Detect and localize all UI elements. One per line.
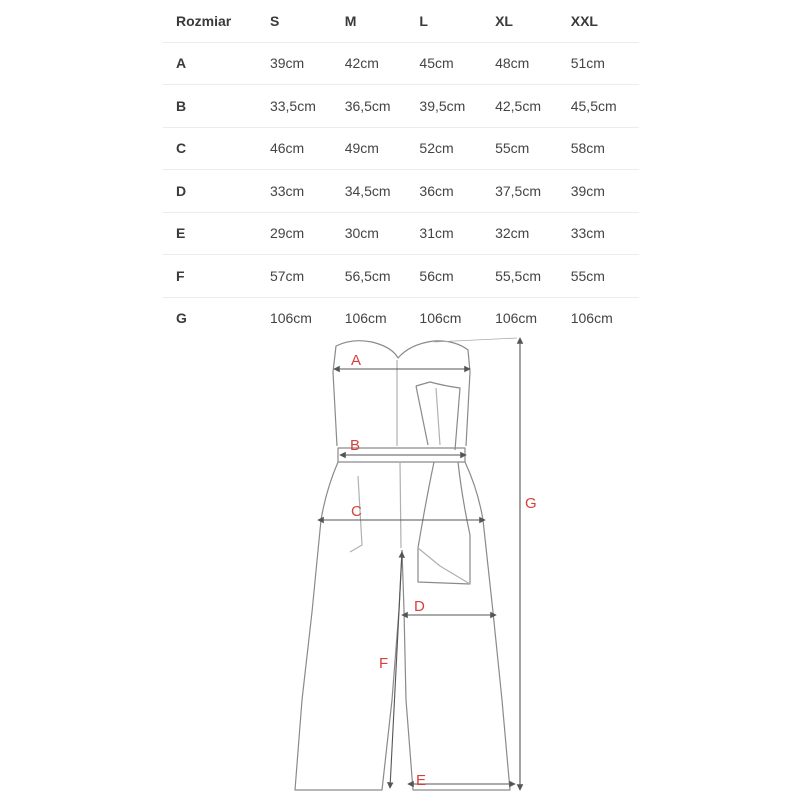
header-size-m: M	[345, 0, 420, 42]
header-size-xl: XL	[495, 0, 571, 42]
table-cell: 52cm	[419, 127, 495, 170]
row-label: A	[163, 42, 270, 85]
table-row	[163, 170, 639, 213]
table-cell: 106cm	[570, 310, 613, 327]
table-cell: 106cm	[419, 310, 462, 327]
table-cell: 33cm	[571, 212, 639, 255]
table-row	[163, 42, 639, 85]
label-a: A	[351, 352, 362, 369]
row-label: F	[163, 255, 270, 298]
table-cell: 51cm	[571, 42, 639, 85]
measurement-lines	[318, 338, 520, 790]
table-cell: 55cm	[571, 255, 639, 298]
table-cell: 57cm	[270, 255, 345, 298]
table-row	[163, 212, 639, 255]
table-cell: 55cm	[495, 127, 571, 170]
table-row	[163, 255, 639, 298]
table-cell: 31cm	[419, 212, 495, 255]
table-cell: 34,5cm	[345, 170, 420, 213]
table-cell: 46cm	[270, 127, 345, 170]
table-header-row	[163, 0, 639, 42]
row-label: D	[163, 170, 270, 213]
header-size-label: Rozmiar	[163, 0, 270, 42]
table-cell: 39,5cm	[419, 85, 495, 128]
measure-line-f	[390, 552, 402, 788]
table-cell: 36,5cm	[345, 85, 420, 128]
size-chart-table	[163, 0, 639, 339]
header-size-s: S	[270, 0, 345, 42]
table-cell: 42cm	[345, 42, 420, 85]
row-label: E	[163, 212, 270, 255]
table-cell: 56,5cm	[345, 255, 420, 298]
table-cell: 45cm	[419, 42, 495, 85]
label-b: B	[350, 437, 361, 454]
table-cell: 36cm	[419, 170, 495, 213]
table-cell: 39cm	[571, 170, 639, 213]
row-label: B	[163, 85, 270, 128]
jumpsuit-outline	[295, 341, 510, 790]
jumpsuit-measurement-diagram	[0, 330, 800, 800]
table-cell: 48cm	[495, 42, 571, 85]
table-cell: 106cm	[495, 310, 538, 327]
table-cell: 37,5cm	[495, 170, 571, 213]
label-g: G	[525, 495, 537, 512]
table-cell: 33cm	[270, 170, 345, 213]
row-label: G	[176, 310, 187, 327]
table-cell: 58cm	[571, 127, 639, 170]
table-cell: 56cm	[419, 255, 495, 298]
table-cell: 39cm	[270, 42, 345, 85]
header-size-xxl: XXL	[571, 0, 639, 42]
measurement-labels	[350, 352, 537, 789]
label-e: E	[416, 772, 427, 789]
label-f: F	[379, 655, 389, 672]
table-cell: 42,5cm	[495, 85, 571, 128]
row-label: C	[163, 127, 270, 170]
table-row	[163, 85, 639, 128]
header-size-l: L	[419, 0, 495, 42]
table-cell: 33,5cm	[270, 85, 345, 128]
table-cell: 29cm	[270, 212, 345, 255]
table-cell: 106cm	[269, 310, 312, 327]
table-cell: 49cm	[345, 127, 420, 170]
table-cell: 55,5cm	[495, 255, 571, 298]
table-cell: 32cm	[495, 212, 571, 255]
table-cell: 45,5cm	[571, 85, 639, 128]
label-c: C	[351, 503, 362, 520]
table-cell: 30cm	[345, 212, 420, 255]
table-cell: 106cm	[344, 310, 387, 327]
table-row	[163, 127, 639, 170]
label-d: D	[414, 598, 425, 615]
